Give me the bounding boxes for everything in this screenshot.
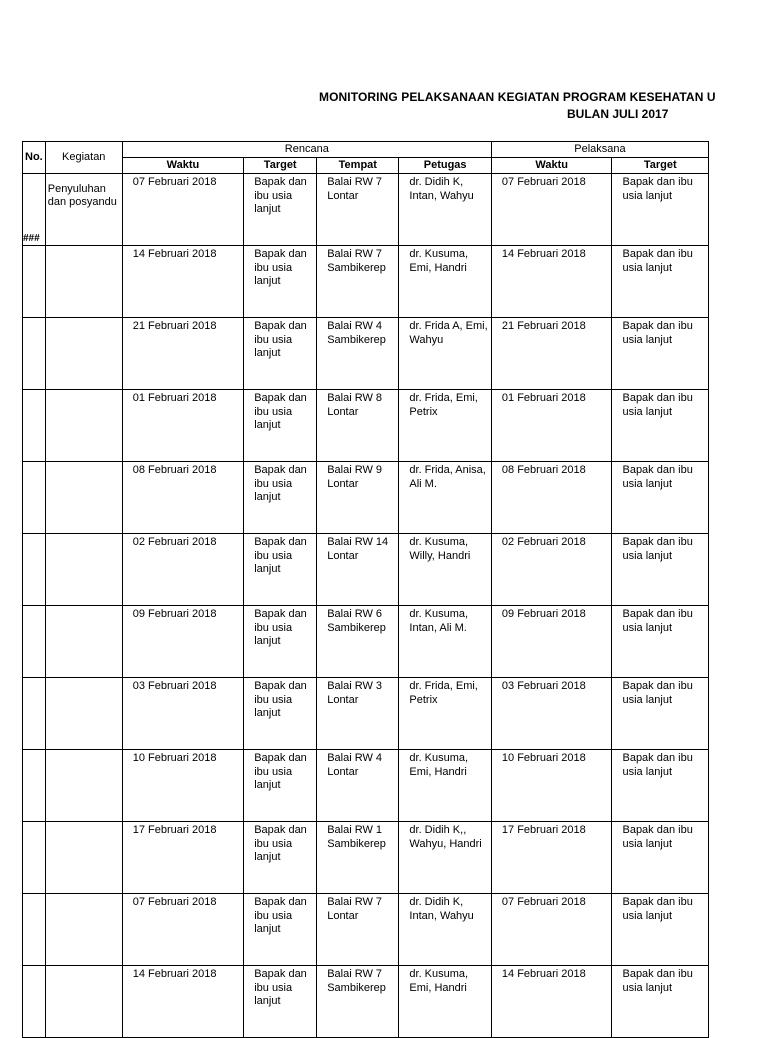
table-row (23, 462, 709, 534)
cell-pelaksanaan-target[interactable]: Bapak dan ibu usia lanjut (612, 318, 709, 390)
cell-no[interactable] (23, 606, 46, 678)
table-row (23, 678, 709, 750)
cell-target[interactable]: Bapak dan ibu usia lanjut (244, 894, 317, 966)
cell-kegiatan[interactable] (45, 462, 122, 534)
cell-pelaksanaan-waktu[interactable]: 17 Februari 2018 (491, 822, 612, 894)
table-row (23, 750, 709, 822)
column-header-tempat[interactable]: Tempat (317, 158, 399, 174)
table-row (23, 246, 709, 318)
cell-kegiatan[interactable] (45, 750, 122, 822)
cell-no[interactable] (23, 894, 46, 966)
cell-tempat[interactable]: Balai RW 14 Lontar (317, 534, 399, 606)
cell-petugas[interactable]: dr. Didih K,, Wahyu, Handri (399, 822, 492, 894)
cell-pelaksanaan-waktu[interactable]: 21 Februari 2018 (491, 318, 612, 390)
cell-petugas[interactable]: dr. Frida, Emi, Petrix (399, 390, 492, 462)
cell-tempat[interactable]: Balai RW 8 Lontar (317, 390, 399, 462)
cell-target[interactable]: Bapak dan ibu usia lanjut (244, 462, 317, 534)
cell-petugas[interactable]: dr. Kusuma, Emi, Handri (399, 246, 492, 318)
cell-petugas[interactable]: dr. Frida, Emi, Petrix (399, 678, 492, 750)
cell-waktu[interactable]: 02 Februari 2018 (122, 534, 244, 606)
cell-no[interactable] (23, 318, 46, 390)
cell-target[interactable]: Bapak dan ibu usia lanjut (244, 966, 317, 1038)
cell-pelaksanaan-waktu[interactable]: 09 Februari 2018 (491, 606, 612, 678)
cell-petugas[interactable]: dr. Didih K, Intan, Wahyu (399, 894, 492, 966)
cell-tempat[interactable]: Balai RW 4 Lontar (317, 750, 399, 822)
cell-target[interactable]: Bapak dan ibu usia lanjut (244, 822, 317, 894)
cell-waktu[interactable]: 10 Februari 2018 (122, 750, 244, 822)
column-header-petugas[interactable]: Petugas (399, 158, 492, 174)
cell-pelaksanaan-waktu[interactable]: 07 Februari 2018 (491, 894, 612, 966)
cell-kegiatan[interactable] (45, 246, 122, 318)
cell-pelaksanaan-waktu[interactable]: 07 Februari 2018 (491, 174, 612, 246)
cell-petugas[interactable]: dr. Didih K, Intan, Wahyu (399, 174, 492, 246)
cell-kegiatan[interactable] (45, 966, 122, 1038)
cell-target[interactable]: Bapak dan ibu usia lanjut (244, 318, 317, 390)
cell-target[interactable]: Bapak dan ibu usia lanjut (244, 246, 317, 318)
cell-no[interactable] (23, 390, 46, 462)
table-row (23, 318, 709, 390)
cell-kegiatan[interactable] (45, 318, 122, 390)
cell-waktu[interactable]: 01 Februari 2018 (122, 390, 244, 462)
cell-pelaksanaan-target[interactable]: Bapak dan ibu usia lanjut (612, 390, 709, 462)
cell-kegiatan[interactable] (45, 534, 122, 606)
header-row-sub (23, 158, 709, 174)
column-header-target[interactable]: Target (244, 158, 317, 174)
header-row-group (23, 142, 709, 158)
document-title: MONITORING PELAKSANAAN KEGIATAN PROGRAM KESEHATAN U (319, 90, 716, 104)
column-header-no[interactable]: No. (23, 142, 46, 174)
table-row (23, 606, 709, 678)
column-header-waktu[interactable]: Waktu (122, 158, 244, 174)
cell-pelaksanaan-waktu[interactable]: 08 Februari 2018 (491, 462, 612, 534)
cell-target[interactable]: Bapak dan ibu usia lanjut (244, 534, 317, 606)
cell-tempat[interactable]: Balai RW 7 Sambikerep (317, 966, 399, 1038)
cell-waktu[interactable]: 17 Februari 2018 (122, 822, 244, 894)
cell-tempat[interactable]: Balai RW 7 Lontar (317, 894, 399, 966)
cell-no[interactable]: ### (23, 174, 46, 246)
cell-waktu[interactable]: 03 Februari 2018 (122, 678, 244, 750)
cell-kegiatan[interactable] (45, 606, 122, 678)
cell-pelaksanaan-waktu[interactable]: 03 Februari 2018 (491, 678, 612, 750)
table-row (23, 966, 709, 1038)
cell-waktu[interactable]: 14 Februari 2018 (122, 966, 244, 1038)
cell-pelaksanaan-target[interactable]: Bapak dan ibu usia lanjut (612, 174, 709, 246)
cell-kegiatan[interactable] (45, 390, 122, 462)
cell-no[interactable] (23, 246, 46, 318)
cell-kegiatan[interactable] (45, 894, 122, 966)
column-header-pelaksanaan-target[interactable]: Target (612, 158, 709, 174)
cell-pelaksanaan-target[interactable]: Bapak dan ibu usia lanjut (612, 534, 709, 606)
cell-waktu[interactable]: 09 Februari 2018 (122, 606, 244, 678)
cell-pelaksanaan-waktu[interactable]: 01 Februari 2018 (491, 390, 612, 462)
cell-target[interactable]: Bapak dan ibu usia lanjut (244, 174, 317, 246)
cell-no[interactable] (23, 678, 46, 750)
document-subtitle: BULAN JULI 2017 (567, 107, 669, 121)
cell-waktu[interactable]: 08 Februari 2018 (122, 462, 244, 534)
cell-tempat[interactable]: Balai RW 6 Sambikerep (317, 606, 399, 678)
cell-petugas[interactable]: dr. Frida A, Emi, Wahyu (399, 318, 492, 390)
group-header-rencana[interactable]: Rencana (122, 142, 491, 158)
cell-target[interactable]: Bapak dan ibu usia lanjut (244, 390, 317, 462)
cell-kegiatan[interactable] (45, 822, 122, 894)
cell-pelaksanaan-target[interactable]: Bapak dan ibu usia lanjut (612, 750, 709, 822)
cell-waktu[interactable]: 07 Februari 2018 (122, 174, 244, 246)
cell-pelaksanaan-target[interactable]: Bapak dan ibu usia lanjut (612, 678, 709, 750)
cell-kegiatan[interactable] (45, 678, 122, 750)
table-row (23, 822, 709, 894)
cell-pelaksanaan-waktu[interactable]: 10 Februari 2018 (491, 750, 612, 822)
cell-no[interactable] (23, 462, 46, 534)
cell-pelaksanaan-waktu[interactable]: 02 Februari 2018 (491, 534, 612, 606)
cell-tempat[interactable]: Balai RW 7 Lontar (317, 174, 399, 246)
cell-pelaksanaan-target[interactable]: Bapak dan ibu usia lanjut (612, 966, 709, 1038)
table-row (23, 534, 709, 606)
cell-no[interactable] (23, 750, 46, 822)
cell-no[interactable] (23, 822, 46, 894)
cell-tempat[interactable]: Balai RW 1 Sambikerep (317, 822, 399, 894)
cell-pelaksanaan-waktu[interactable]: 14 Februari 2018 (491, 246, 612, 318)
cell-pelaksanaan-waktu[interactable]: 14 Februari 2018 (491, 966, 612, 1038)
cell-pelaksanaan-target[interactable]: Bapak dan ibu usia lanjut (612, 462, 709, 534)
spreadsheet-table-area (22, 141, 709, 1007)
table-row (23, 894, 709, 966)
cell-petugas[interactable]: dr. Kusuma, Intan, Ali M. (399, 606, 492, 678)
cell-target[interactable]: Bapak dan ibu usia lanjut (244, 606, 317, 678)
table-row (23, 174, 709, 246)
cell-waktu[interactable]: 21 Februari 2018 (122, 318, 244, 390)
cell-petugas[interactable]: dr. Frida, Anisa, Ali M. (399, 462, 492, 534)
cell-tempat[interactable]: Balai RW 4 Sambikerep (317, 318, 399, 390)
group-header-pelaksanaan[interactable]: Pelaksana (491, 142, 708, 158)
monitoring-table (22, 141, 709, 1038)
cell-pelaksanaan-target[interactable]: Bapak dan ibu usia lanjut (612, 246, 709, 318)
cell-no[interactable] (23, 534, 46, 606)
column-header-pelaksanaan-waktu[interactable]: Waktu (491, 158, 612, 174)
cell-kegiatan[interactable]: Penyuluhan dan posyandu (45, 174, 122, 246)
cell-pelaksanaan-target[interactable]: Bapak dan ibu usia lanjut (612, 822, 709, 894)
cell-tempat[interactable]: Balai RW 7 Sambikerep (317, 246, 399, 318)
column-header-kegiatan[interactable]: Kegiatan (45, 142, 122, 174)
cell-no[interactable] (23, 966, 46, 1038)
cell-pelaksanaan-target[interactable]: Bapak dan ibu usia lanjut (612, 606, 709, 678)
cell-waktu[interactable]: 14 Februari 2018 (122, 246, 244, 318)
cell-tempat[interactable]: Balai RW 9 Lontar (317, 462, 399, 534)
cell-target[interactable]: Bapak dan ibu usia lanjut (244, 678, 317, 750)
table-row (23, 390, 709, 462)
cell-waktu[interactable]: 07 Februari 2018 (122, 894, 244, 966)
cell-tempat[interactable]: Balai RW 3 Lontar (317, 678, 399, 750)
cell-pelaksanaan-target[interactable]: Bapak dan ibu usia lanjut (612, 894, 709, 966)
cell-petugas[interactable]: dr. Kusuma, Emi, Handri (399, 966, 492, 1038)
cell-petugas[interactable]: dr. Kusuma, Emi, Handri (399, 750, 492, 822)
cell-target[interactable]: Bapak dan ibu usia lanjut (244, 750, 317, 822)
cell-petugas[interactable]: dr. Kusuma, Willy, Handri (399, 534, 492, 606)
